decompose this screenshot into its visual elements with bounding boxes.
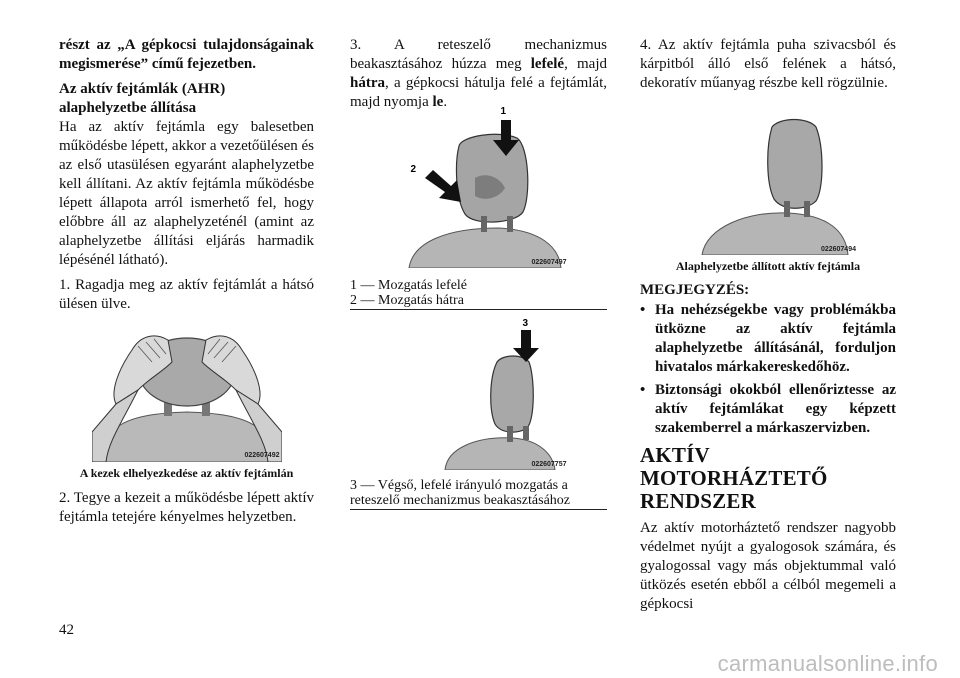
headrest-reset-illustration bbox=[678, 103, 858, 255]
note-text: Biztonsági okokból ellenőriztesse az aktív fejtámlákat egy képzett szakemberrel a márkaszervizben. bbox=[655, 382, 896, 436]
legend-box bbox=[350, 278, 607, 310]
section-title-line: RENDSZER bbox=[640, 489, 756, 513]
legend-box bbox=[350, 478, 607, 510]
figure-caption: A kezek elhelyezkedése az aktív fejtámlán bbox=[79, 466, 294, 480]
step-3-emph-down: lefelé bbox=[530, 56, 565, 72]
bullet-icon: • bbox=[640, 302, 646, 318]
note-item bbox=[640, 381, 896, 438]
section-heading: Az aktív fejtámlák (AHR) alaphelyzetbe állítása bbox=[59, 81, 226, 116]
headrest-hands-illustration bbox=[92, 332, 282, 462]
step-1: 1. Ragadja meg az aktív fejtámlát a hátsó ülésen ülve. bbox=[59, 277, 314, 312]
step-3-emph-back: hátra bbox=[350, 75, 385, 91]
figure-code: 022607492 bbox=[244, 452, 280, 459]
step-4: 4. Az aktív fejtámla puha szivacsból és kárpitból álló első felének a hátsó, dekoratív műanyag részbe kell rögzülnie. bbox=[640, 37, 896, 91]
headrest-arrows-illustration bbox=[389, 116, 569, 268]
column-right bbox=[640, 36, 896, 614]
figure-move-down-back bbox=[389, 106, 569, 268]
step-3-text: . bbox=[443, 94, 448, 110]
step-3-text: 3. A reteszelő mechanizmus beakasztásához húzza meg bbox=[350, 37, 607, 72]
page-number: 42 bbox=[59, 622, 74, 638]
step-3-emph-press: le bbox=[432, 94, 444, 110]
watermark: carmanualsonline.info bbox=[717, 651, 938, 676]
note-list bbox=[640, 301, 896, 438]
column-left bbox=[59, 36, 314, 527]
figure-label-2: 2 bbox=[410, 164, 417, 175]
section-title bbox=[640, 444, 896, 513]
note-text: Ha nehézségekbe vagy problémákba ütközne az aktív fejtámla alaphelyzetbe állításánál, forduljon hivatalos márkakereskedőhöz. bbox=[655, 302, 896, 375]
step-3-text: , majd bbox=[564, 56, 607, 72]
figure-hands-on-headrest bbox=[92, 332, 282, 462]
paragraph: Ha az aktív fejtámla egy balesetben működésbe lépett, akkor a vezetőülésen és az első utasülésen egyaránt alaphelyzetbe kell állítani. Az aktív fejtámla működésbe lépett állapota arról ismerhető fel, hogy előbbre áll az alaphelyzeténél (amint az alaphelyzetbe állítási eljárás harmadik lépésénél látható). bbox=[59, 119, 314, 268]
bullet-icon: • bbox=[640, 382, 646, 398]
headrest-final-illustration bbox=[389, 320, 569, 470]
legend-item: 2 — Mozgatás hátra bbox=[350, 293, 464, 308]
figure-code: 022607757 bbox=[531, 461, 567, 468]
legend-item: 3 — Végső, lefelé irányuló mozgatás a reteszelő mechanizmus beakasztásához bbox=[350, 478, 571, 508]
note-item bbox=[640, 301, 896, 377]
figure-code: 022607497 bbox=[531, 259, 567, 266]
figure-caption: Alaphelyzetbe állított aktív fejtámla bbox=[675, 259, 861, 273]
note-title: MEGJEGYZÉS: bbox=[640, 282, 750, 298]
step-2: 2. Tegye a kezeit a működésbe lépett aktív fejtámla tetejére kényelmes helyzetben. bbox=[59, 490, 314, 525]
figure-label-1: 1 bbox=[500, 106, 507, 117]
column-middle bbox=[350, 36, 607, 510]
step-3 bbox=[350, 36, 607, 112]
section-title-line: AKTÍV MOTORHÁZTETŐ bbox=[640, 443, 828, 490]
legend-item: 1 — Mozgatás lefelé bbox=[350, 278, 468, 293]
figure-final-down bbox=[389, 320, 569, 470]
figure-reset-headrest bbox=[678, 103, 858, 255]
section-paragraph: Az aktív motorháztető rendszer nagyobb védelmet nyújt a gyalogosok számára, és gyalogossal vagy más objektummal való ütközés esetén ebből a célból megemeli a gépkocsi bbox=[640, 520, 896, 612]
intro-text: részt az „A gépkocsi tulajdonságainak megismerése” című fejezetben. bbox=[59, 37, 314, 72]
step-3-text: , a gépkocsi hátulja felé a fejtámlát, majd nyomja bbox=[350, 75, 607, 110]
figure-label-3: 3 bbox=[522, 318, 529, 329]
figure-code: 022607494 bbox=[820, 246, 856, 253]
